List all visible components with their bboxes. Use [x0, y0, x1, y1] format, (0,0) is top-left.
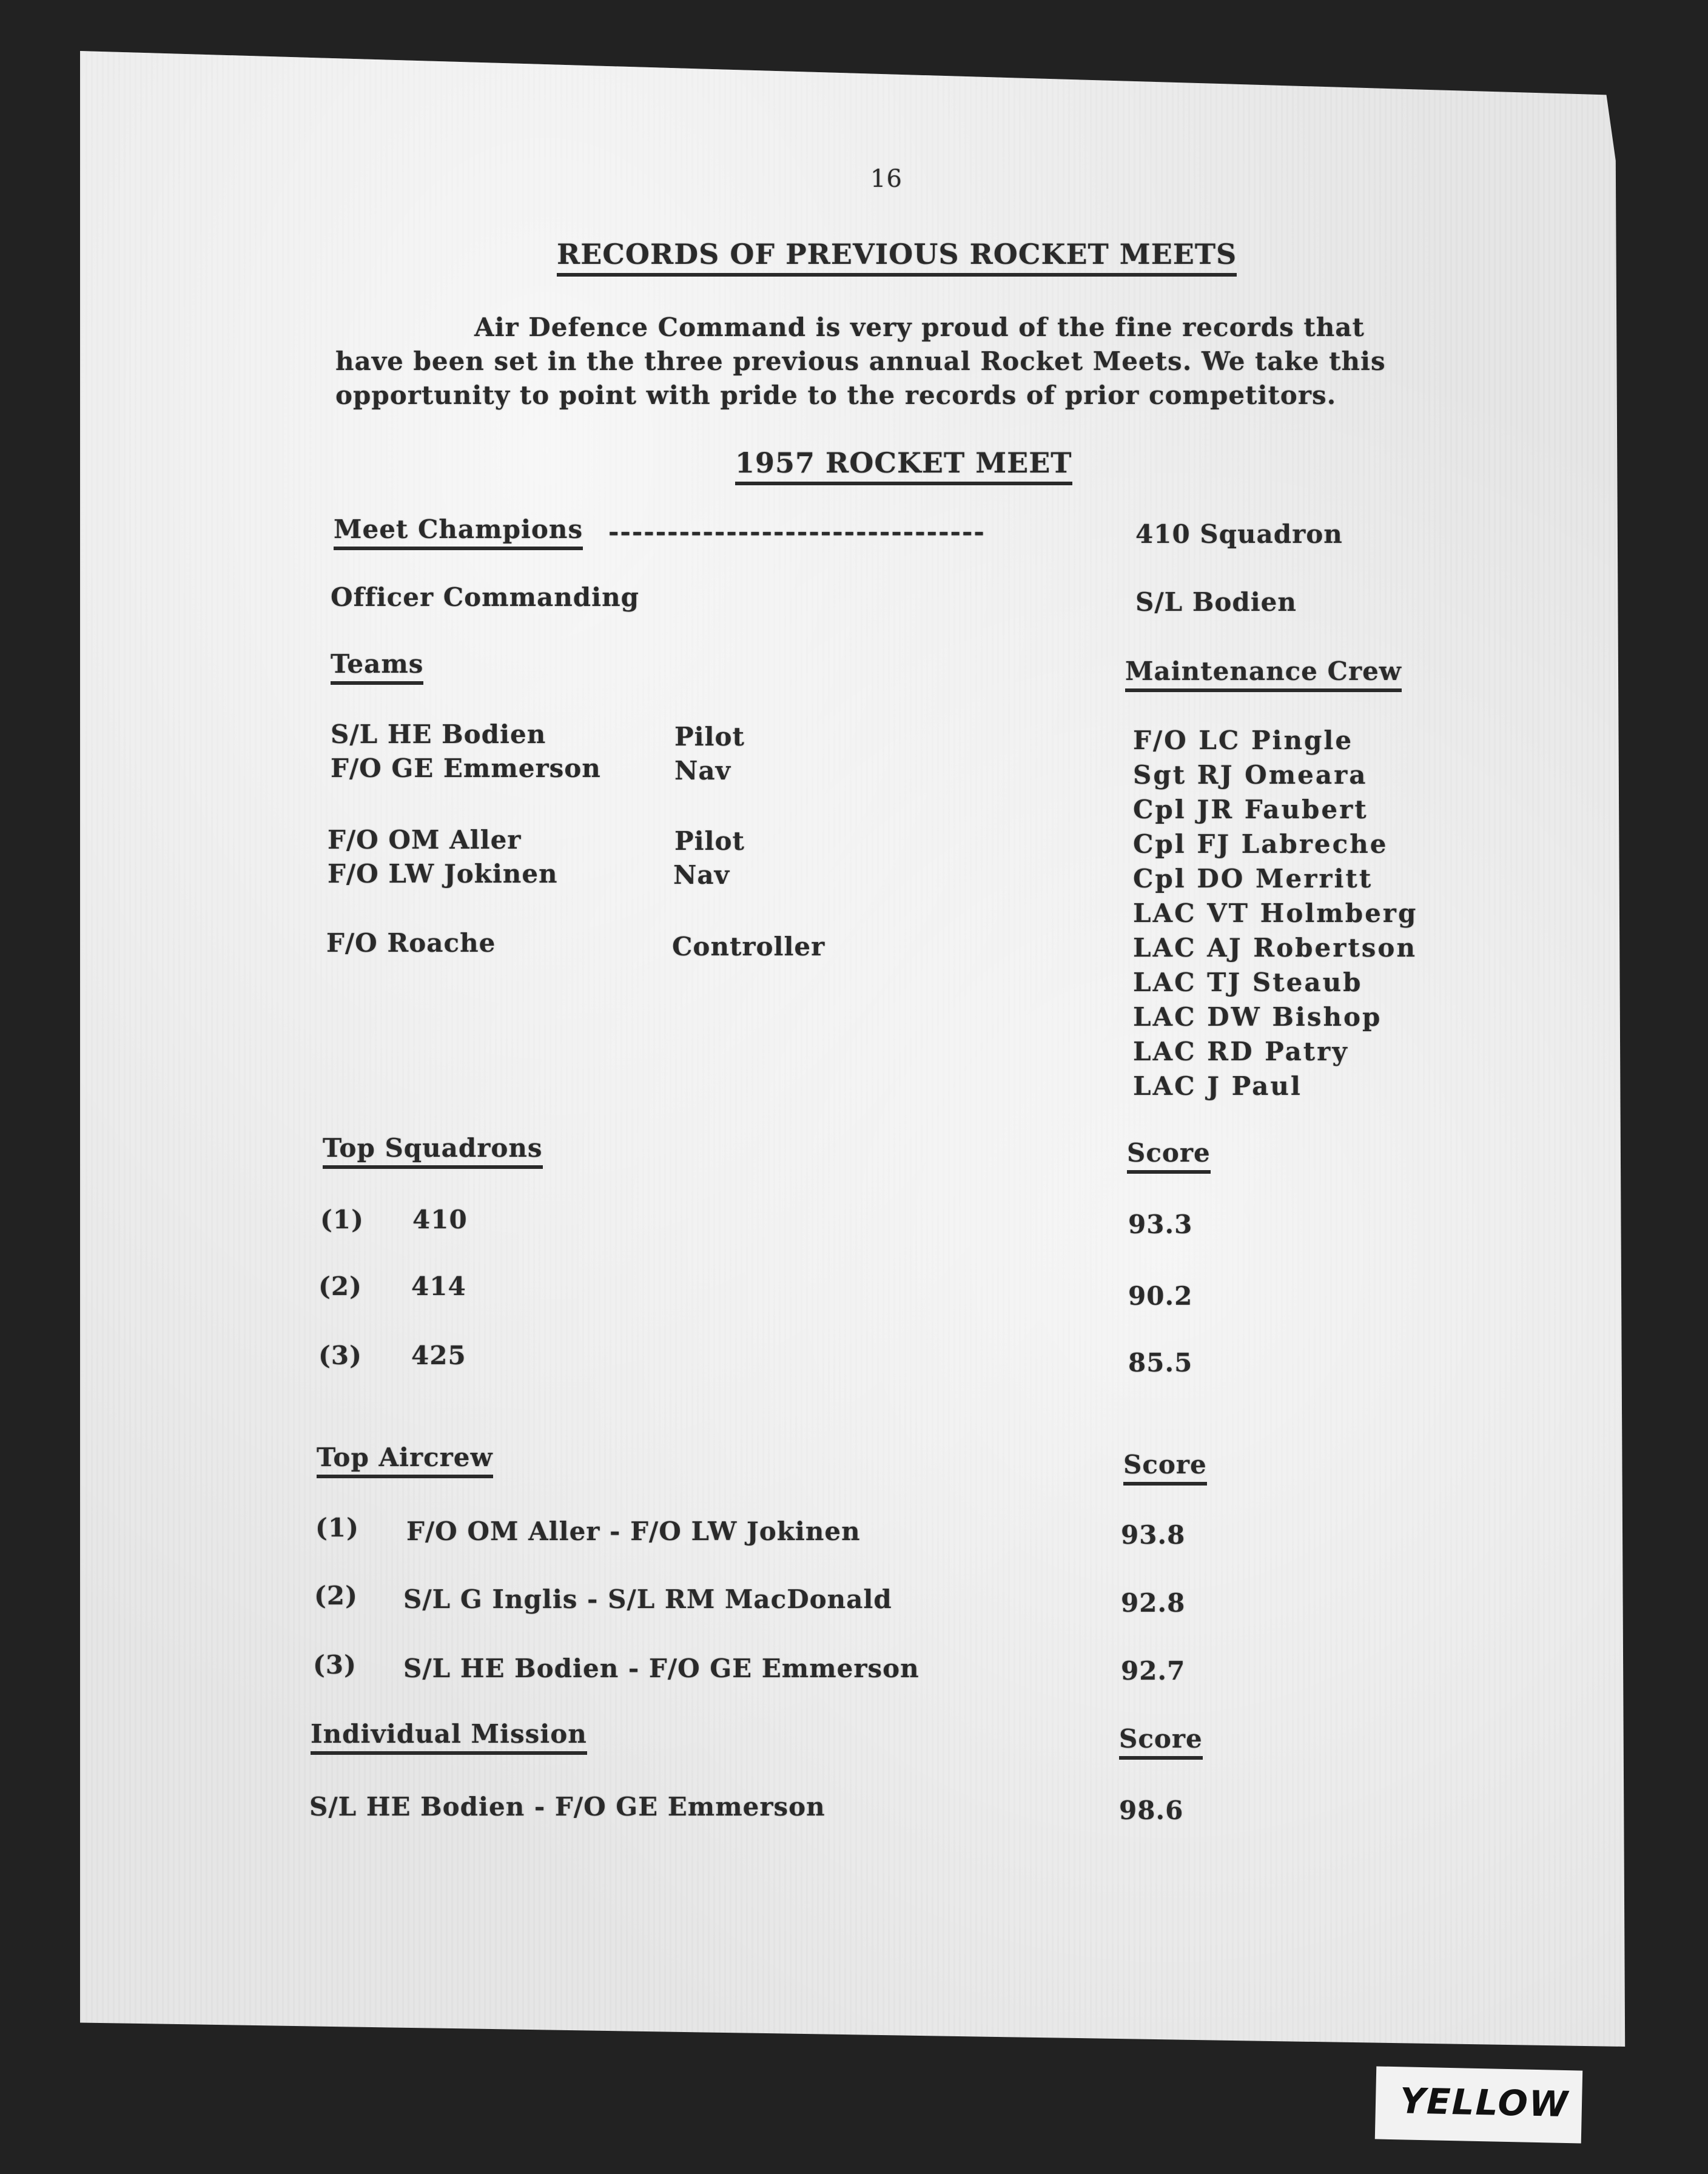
crew-member: LAC RD Patry	[1133, 1037, 1349, 1066]
squadron: 414	[411, 1271, 466, 1301]
team-member-name: F/O OM Aller	[328, 825, 522, 855]
team-member-name: S/L HE Bodien	[331, 719, 546, 749]
film-label-text: YELLOW	[1399, 2080, 1570, 2125]
intro-line-3: opportunity to point with pride to the records of prior competitors.	[335, 380, 1337, 410]
team-member-role: Nav	[674, 756, 731, 786]
team-member-role: Pilot	[674, 826, 745, 856]
crew-member: LAC TJ Steaub	[1133, 968, 1363, 997]
score: 93.8	[1121, 1520, 1186, 1550]
individual-mission-score-heading: Score	[1119, 1724, 1203, 1760]
officer-commanding-value: S/L Bodien	[1135, 587, 1297, 617]
score: 85.5	[1128, 1348, 1193, 1378]
score: 93.3	[1128, 1210, 1193, 1239]
top-squadrons-heading: Top Squadrons	[323, 1133, 543, 1169]
document-title: RECORDS OF PREVIOUS ROCKET MEETS	[557, 238, 1237, 277]
maintenance-crew-heading: Maintenance Crew	[1125, 656, 1402, 692]
meet-champions-value: 410 Squadron	[1135, 519, 1343, 549]
team-member-role: Nav	[673, 860, 730, 890]
rank: (2)	[318, 1271, 362, 1301]
crew-member: Cpl DO Merritt	[1133, 864, 1373, 893]
rank: (1)	[320, 1205, 364, 1234]
team-member-role: Controller	[672, 932, 825, 961]
crew-member: Sgt RJ Omeara	[1133, 760, 1368, 790]
intro-line-1: Air Defence Command is very proud of the fine records that	[474, 312, 1365, 342]
crew-member: LAC DW Bishop	[1133, 1002, 1382, 1032]
film-label-card	[1375, 2066, 1582, 2143]
page-number: 16	[870, 165, 903, 193]
aircrew: F/O OM Aller - F/O LW Jokinen	[406, 1516, 861, 1546]
individual-mission-heading: Individual Mission	[311, 1719, 587, 1755]
rank: (1)	[315, 1513, 359, 1543]
officer-commanding-label: Officer Commanding	[331, 582, 640, 612]
dotted-leader: --------------------------------	[608, 517, 986, 547]
teams-heading: Teams	[331, 649, 423, 685]
team-member-name: F/O GE Emmerson	[331, 753, 601, 783]
individual-mission-crew: S/L HE Bodien - F/O GE Emmerson	[309, 1792, 825, 1822]
individual-mission-score: 98.6	[1119, 1795, 1184, 1825]
score: 92.7	[1121, 1656, 1186, 1686]
rank: (2)	[314, 1581, 358, 1610]
maintenance-crew-list	[1133, 725, 1417, 1106]
score: 90.2	[1128, 1281, 1193, 1311]
top-aircrew-score-heading: Score	[1123, 1450, 1207, 1486]
aircrew: S/L G Inglis - S/L RM MacDonald	[403, 1584, 892, 1614]
top-squadrons-score-heading: Score	[1127, 1138, 1211, 1174]
crew-member: Cpl FJ Labreche	[1133, 829, 1388, 859]
meet-title: 1957 ROCKET MEET	[735, 446, 1072, 485]
squadron: 425	[411, 1341, 466, 1370]
intro-line-2: have been set in the three previous annual Rocket Meets. We take this	[335, 346, 1386, 376]
crew-member: LAC VT Holmberg	[1133, 898, 1418, 928]
crew-member: Cpl JR Faubert	[1133, 795, 1368, 824]
rank: (3)	[318, 1341, 362, 1370]
rank: (3)	[313, 1650, 357, 1680]
team-member-name: F/O Roache	[326, 928, 496, 958]
aircrew: S/L HE Bodien - F/O GE Emmerson	[403, 1654, 920, 1683]
crew-member: F/O LC Pingle	[1133, 725, 1354, 755]
team-member-role: Pilot	[674, 722, 745, 752]
crew-member: LAC J Paul	[1133, 1071, 1302, 1101]
top-aircrew-heading: Top Aircrew	[317, 1442, 493, 1478]
squadron: 410	[412, 1205, 468, 1234]
meet-champions-label: Meet Champions	[334, 514, 583, 550]
team-member-name: F/O LW Jokinen	[328, 859, 558, 889]
score: 92.8	[1121, 1588, 1186, 1618]
crew-member: LAC AJ Robertson	[1133, 933, 1417, 963]
